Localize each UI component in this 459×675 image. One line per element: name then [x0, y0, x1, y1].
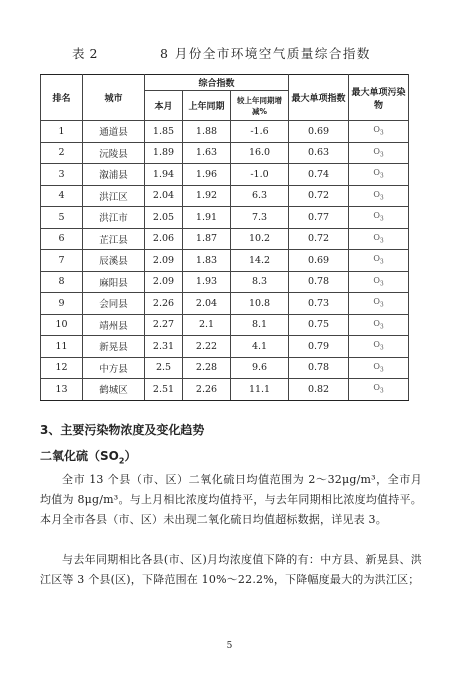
pollutant-subscript: 3: [379, 216, 384, 224]
cell-yoy-change: 7.3: [231, 207, 289, 229]
cell-this-month: 1.94: [145, 164, 183, 186]
cell-yoy-change: 4.1: [231, 336, 289, 358]
pollutant-subscript: 3: [379, 388, 384, 396]
header-max-index: 最大单项指数: [289, 75, 349, 121]
cell-rank: 2: [41, 142, 83, 164]
pollutant-symbol: O: [373, 318, 380, 328]
cell-this-month: 2.05: [145, 207, 183, 229]
cell-this-month: 1.89: [145, 142, 183, 164]
cell-max-index: 0.74: [289, 164, 349, 186]
cell-rank: 13: [41, 379, 83, 401]
table-row: [41, 207, 409, 229]
air-quality-table: [40, 74, 409, 401]
cell-max-index: 0.78: [289, 271, 349, 293]
paragraph-so2-summary: 全市 13 个县（市、区）二氧化硫日均值范围为 2～32μg/m³，全市月均值为 8μg/m³。与上月相比浓度均值持平，与去年同期相比浓度均值持平。本月全市各县（市、区）未出现二氧化硫日均值超标数据，详见表 3。: [40, 473, 422, 526]
cell-rank: 6: [41, 228, 83, 250]
cell-max-pollutant: [349, 293, 409, 315]
pollutant-symbol: O: [373, 361, 380, 371]
table-row: [41, 250, 409, 272]
cell-max-index: 0.79: [289, 336, 349, 358]
cell-city: 麻阳县: [83, 271, 145, 293]
cell-rank: 12: [41, 357, 83, 379]
so2-heading-sub: 2: [118, 456, 125, 466]
cell-max-pollutant: [349, 228, 409, 250]
cell-max-pollutant: [349, 379, 409, 401]
pollutant-symbol: O: [373, 297, 380, 307]
header-this-month: 本月: [145, 91, 183, 121]
cell-this-month: 2.5: [145, 357, 183, 379]
cell-city: 辰溪县: [83, 250, 145, 272]
cell-city: 芷江县: [83, 228, 145, 250]
table-row: [41, 121, 409, 143]
section-heading: 3、主要污染物浓度及变化趋势: [40, 423, 205, 437]
pollutant-symbol: O: [373, 189, 380, 199]
cell-this-month: 2.31: [145, 336, 183, 358]
cell-rank: 4: [41, 185, 83, 207]
cell-city: 通道县: [83, 121, 145, 143]
cell-rank: 11: [41, 336, 83, 358]
table-caption: [72, 44, 399, 62]
pollutant-subscript: 3: [379, 323, 384, 331]
cell-max-pollutant: [349, 336, 409, 358]
pollutant-subscript: 3: [379, 130, 384, 138]
table-row: [41, 271, 409, 293]
cell-last-year: 2.22: [183, 336, 231, 358]
page-number: 5: [226, 641, 233, 651]
cell-last-year: 1.88: [183, 121, 231, 143]
header-city: 城市: [83, 75, 145, 121]
header-composite-index: 综合指数: [145, 75, 289, 91]
pollutant-symbol: O: [373, 383, 380, 393]
pollutant-subscript: 3: [379, 280, 384, 288]
pollutant-symbol: O: [373, 146, 380, 156]
paragraph-so2-comparison: 与去年同期相比各县(市、区)月均浓度值下降的有：中方县、新晃县、洪江区等 3 个县(区)，下降范围在 10%～22.2%，下降幅度最大的为洪江区；: [40, 553, 422, 586]
cell-max-pollutant: [349, 207, 409, 229]
pollutant-subscript: 3: [379, 345, 384, 353]
cell-city: 靖州县: [83, 314, 145, 336]
cell-rank: 1: [41, 121, 83, 143]
cell-this-month: 2.04: [145, 185, 183, 207]
cell-yoy-change: 16.0: [231, 142, 289, 164]
cell-last-year: 2.04: [183, 293, 231, 315]
cell-city: 沅陵县: [83, 142, 145, 164]
cell-this-month: 1.85: [145, 121, 183, 143]
cell-max-index: 0.77: [289, 207, 349, 229]
cell-last-year: 2.26: [183, 379, 231, 401]
cell-city: 中方县: [83, 357, 145, 379]
cell-rank: 7: [41, 250, 83, 272]
cell-city: 新晃县: [83, 336, 145, 358]
cell-max-index: 0.82: [289, 379, 349, 401]
cell-yoy-change: 10.2: [231, 228, 289, 250]
cell-last-year: 1.83: [183, 250, 231, 272]
pollutant-symbol: O: [373, 125, 380, 135]
cell-max-pollutant: [349, 185, 409, 207]
cell-max-index: 0.78: [289, 357, 349, 379]
table-row: [41, 228, 409, 250]
cell-last-year: 1.92: [183, 185, 231, 207]
pollutant-symbol: O: [373, 168, 380, 178]
header-yoy-change: 较上年同期增减%: [231, 91, 289, 121]
cell-max-pollutant: [349, 164, 409, 186]
cell-last-year: 2.28: [183, 357, 231, 379]
pollutant-subscript: 3: [379, 194, 384, 202]
cell-this-month: 2.51: [145, 379, 183, 401]
cell-max-pollutant: [349, 250, 409, 272]
cell-max-index: 0.69: [289, 250, 349, 272]
cell-rank: 9: [41, 293, 83, 315]
pollutant-symbol: O: [373, 232, 380, 242]
table-row: [41, 185, 409, 207]
table-row: [41, 336, 409, 358]
cell-max-pollutant: [349, 314, 409, 336]
cell-max-pollutant: [349, 271, 409, 293]
cell-this-month: 2.09: [145, 271, 183, 293]
cell-max-pollutant: [349, 142, 409, 164]
cell-this-month: 2.27: [145, 314, 183, 336]
cell-city: 溆浦县: [83, 164, 145, 186]
cell-rank: 5: [41, 207, 83, 229]
cell-yoy-change: 9.6: [231, 357, 289, 379]
cell-yoy-change: 10.8: [231, 293, 289, 315]
cell-max-index: 0.75: [289, 314, 349, 336]
cell-this-month: 2.26: [145, 293, 183, 315]
pollutant-symbol: O: [373, 254, 380, 264]
cell-last-year: 1.96: [183, 164, 231, 186]
header-max-pollutant: 最大单项污染物: [349, 75, 409, 121]
cell-last-year: 1.91: [183, 207, 231, 229]
pollutant-subscript: 3: [379, 173, 384, 181]
cell-max-index: 0.72: [289, 185, 349, 207]
cell-max-index: 0.72: [289, 228, 349, 250]
header-rank: 排名: [41, 75, 83, 121]
cell-city: 会同县: [83, 293, 145, 315]
table-title: 8 月份全市环境空气质量综合指数: [160, 46, 371, 61]
cell-last-year: 1.93: [183, 271, 231, 293]
cell-yoy-change: 8.1: [231, 314, 289, 336]
cell-yoy-change: 11.1: [231, 379, 289, 401]
so2-heading-end: ）: [124, 449, 137, 463]
table-row: [41, 293, 409, 315]
cell-rank: 8: [41, 271, 83, 293]
so2-heading: [40, 447, 420, 465]
cell-city: 洪江市: [83, 207, 145, 229]
pollutant-subscript: 3: [379, 237, 384, 245]
pollutant-subscript: 3: [379, 302, 384, 310]
pollutant-subscript: 3: [379, 366, 384, 374]
pollutant-symbol: O: [373, 340, 380, 350]
cell-yoy-change: 6.3: [231, 185, 289, 207]
cell-yoy-change: 8.3: [231, 271, 289, 293]
pollutant-symbol: O: [373, 211, 380, 221]
cell-yoy-change: -1.6: [231, 121, 289, 143]
cell-rank: 3: [41, 164, 83, 186]
so2-heading-text: 二氧化硫（SO: [40, 449, 119, 463]
cell-rank: 10: [41, 314, 83, 336]
pollutant-symbol: O: [373, 275, 380, 285]
cell-max-pollutant: [349, 121, 409, 143]
cell-yoy-change: -1.0: [231, 164, 289, 186]
table-row: [41, 142, 409, 164]
table-body: [41, 121, 409, 401]
cell-this-month: 2.09: [145, 250, 183, 272]
cell-city: 鹤城区: [83, 379, 145, 401]
cell-max-pollutant: [349, 357, 409, 379]
table-row: [41, 164, 409, 186]
pollutant-subscript: 3: [379, 151, 384, 159]
table-row: [41, 357, 409, 379]
cell-last-year: 2.1: [183, 314, 231, 336]
table-row: [41, 314, 409, 336]
cell-last-year: 1.87: [183, 228, 231, 250]
cell-max-index: 0.73: [289, 293, 349, 315]
table-row: [41, 379, 409, 401]
cell-max-index: 0.63: [289, 142, 349, 164]
cell-last-year: 1.63: [183, 142, 231, 164]
pollutant-subscript: 3: [379, 259, 384, 267]
header-last-year: 上年同期: [183, 91, 231, 121]
cell-yoy-change: 14.2: [231, 250, 289, 272]
table-label: 表 2: [72, 46, 98, 61]
cell-city: 洪江区: [83, 185, 145, 207]
cell-this-month: 2.06: [145, 228, 183, 250]
cell-max-index: 0.69: [289, 121, 349, 143]
